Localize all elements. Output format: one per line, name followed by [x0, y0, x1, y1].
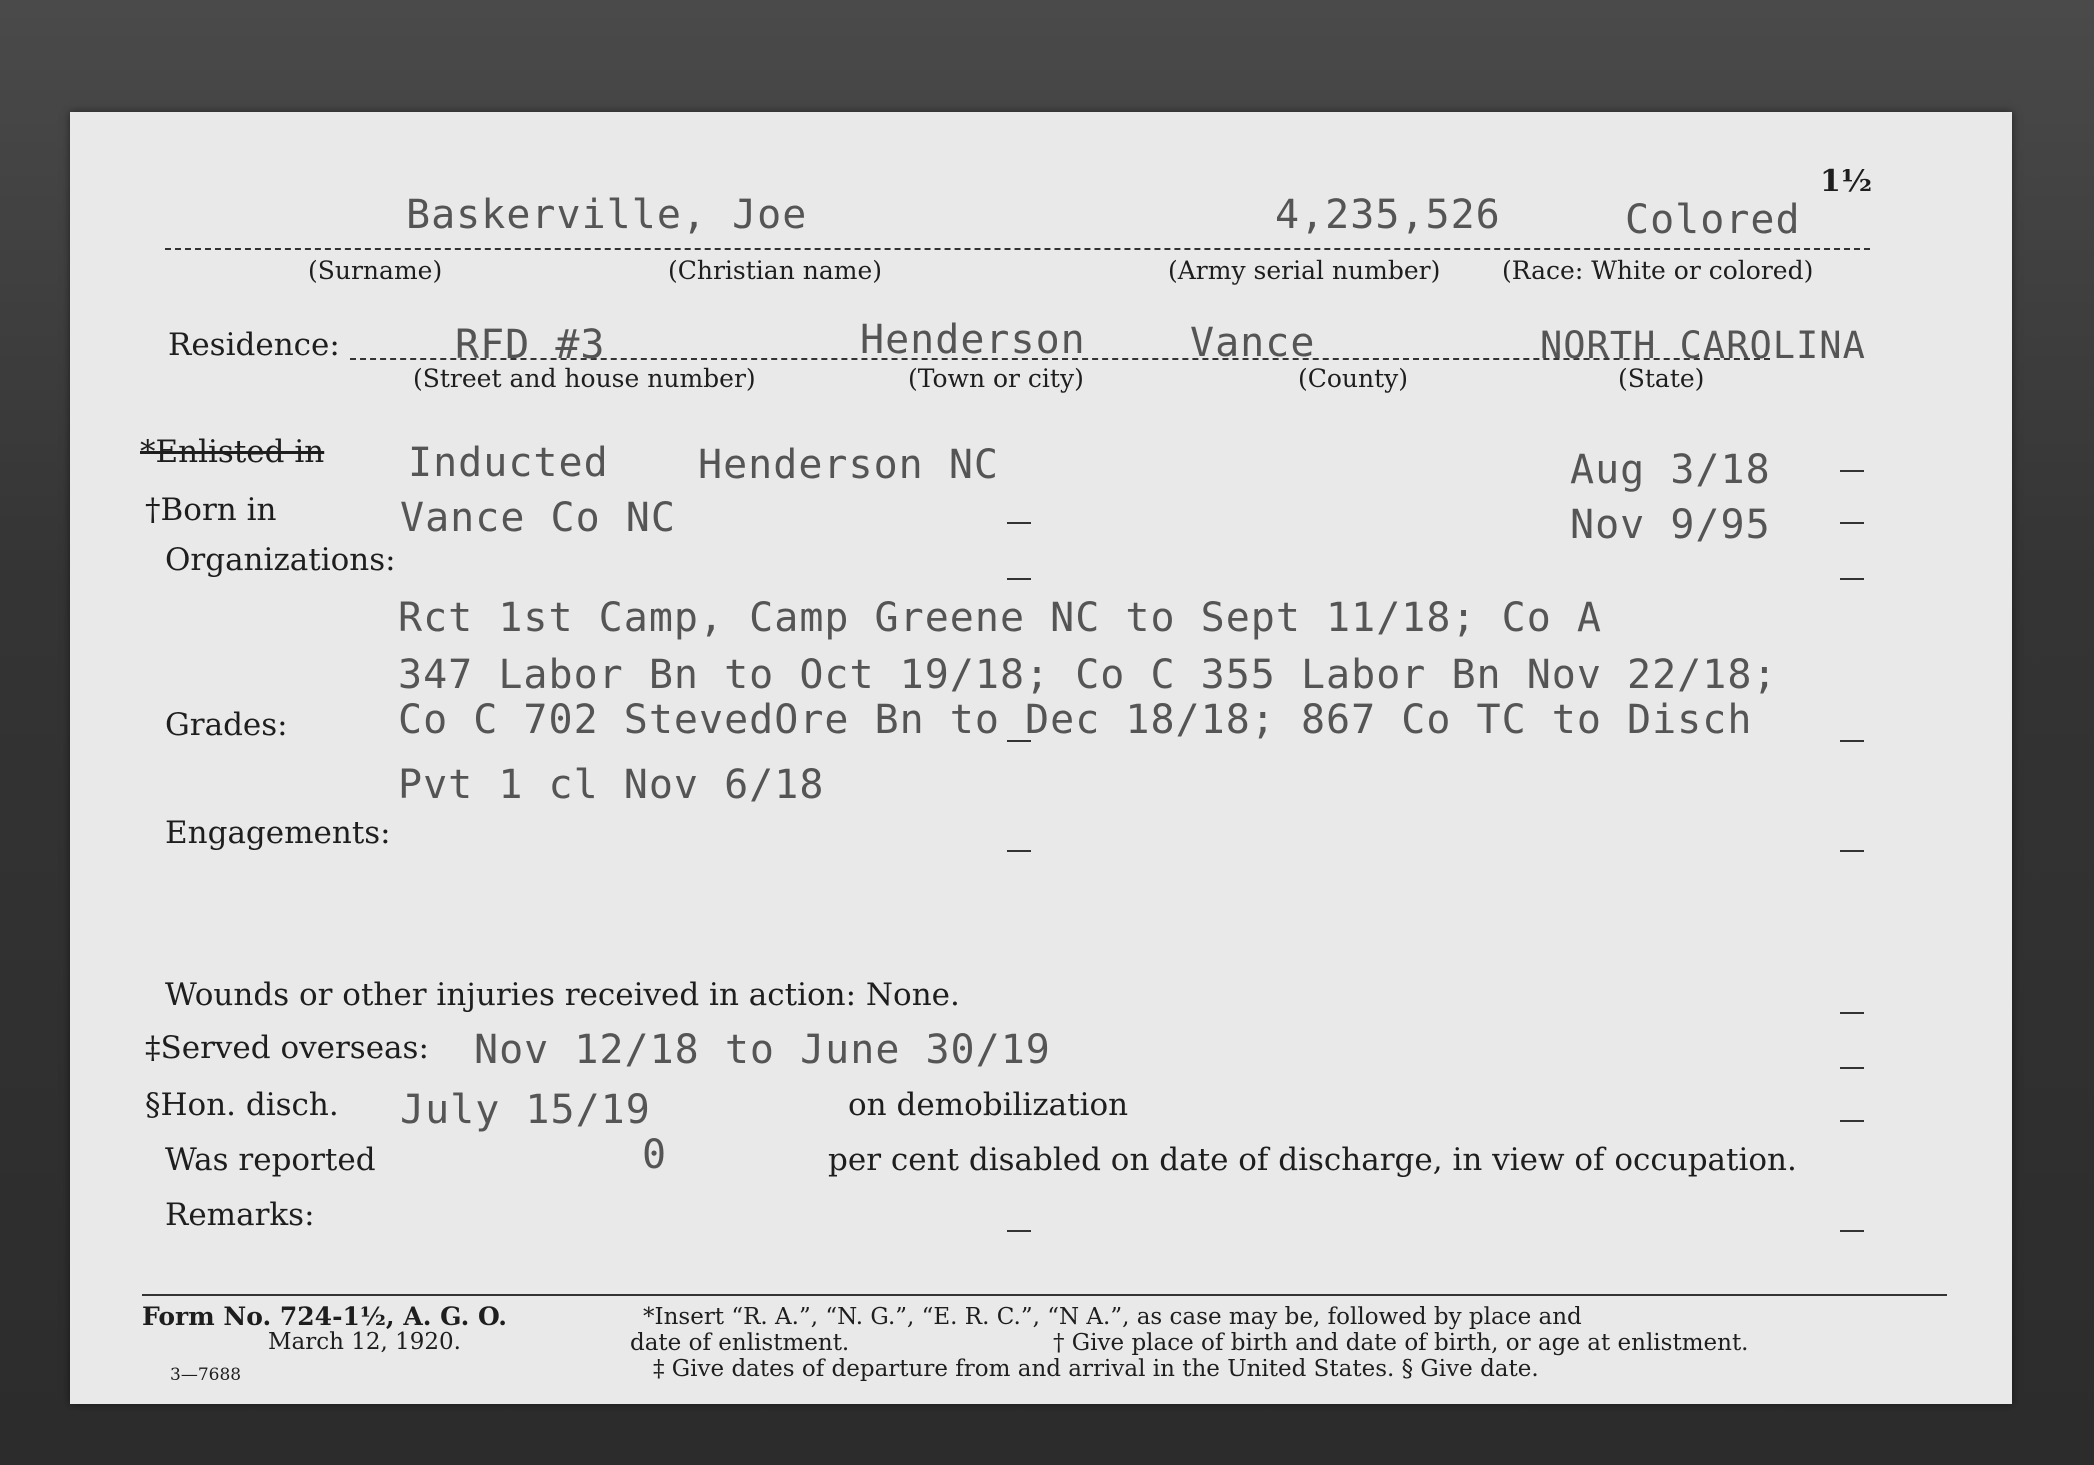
organizations-label: Organizations:: [165, 542, 396, 578]
form-number: Form No. 724-1½, A. G. O.: [142, 1302, 508, 1331]
dash-mark: [1007, 850, 1031, 852]
dash-mark: [1007, 578, 1031, 580]
street-value: RFD #3: [455, 322, 606, 368]
reported-text: per cent disabled on date of discharge, in view of occupation.: [828, 1142, 1797, 1178]
reported-value: 0: [642, 1132, 668, 1178]
dash-mark: [1007, 1230, 1031, 1232]
footer-rule: [142, 1294, 1947, 1296]
race-value: Colored: [1625, 197, 1801, 243]
organizations-line-2: 347 Labor Bn to Oct 19/18; Co C 355 Labor Bn Nov 22/18;: [398, 652, 1778, 698]
state-value: NORTH CAROLINA: [1540, 324, 1866, 367]
county-value: Vance: [1190, 320, 1316, 366]
enlisted-label: *Enlisted in: [140, 434, 325, 470]
header-rule: [165, 248, 1870, 250]
dash-mark: [1007, 522, 1031, 524]
dash-mark: [1840, 470, 1864, 472]
discharge-note: on demobilization: [848, 1087, 1129, 1123]
caption-race: (Race: White or colored): [1502, 256, 1814, 285]
dash-mark: [1840, 1120, 1864, 1122]
footnote-overseas: ‡ Give dates of departure from and arrival in the United States. § Give date.: [653, 1356, 1539, 1382]
form-date: March 12, 1920.: [268, 1329, 461, 1355]
reported-label: Was reported: [165, 1142, 376, 1178]
town-value: Henderson: [860, 317, 1086, 363]
organizations-line-3: Co C 702 StevedOre Bn to Dec 18/18; 867 Co TC to Disch: [398, 697, 1753, 743]
footnote-enlistment: date of enlistment.: [630, 1330, 850, 1356]
dash-mark: [1840, 1012, 1864, 1014]
caption-street: (Street and house number): [413, 364, 756, 393]
dash-mark: [1007, 740, 1031, 742]
enlisted-value: Inducted: [408, 440, 609, 486]
caption-christian: (Christian name): [668, 256, 883, 285]
dash-mark: [1840, 522, 1864, 524]
overseas-value: Nov 12/18 to June 30/19: [474, 1027, 1051, 1073]
grades-label: Grades:: [165, 707, 288, 743]
discharge-value: July 15/19: [400, 1087, 651, 1133]
footnote-insert: *Insert “R. A.”, “N. G.”, “E. R. C.”, “N A.”, as case may be, followed by place and: [643, 1304, 1582, 1330]
organizations-line-1: Rct 1st Camp, Camp Greene NC to Sept 11/18; Co A: [398, 595, 1602, 641]
residence-label: Residence:: [168, 327, 340, 363]
caption-town: (Town or city): [908, 364, 1084, 393]
caption-serial: (Army serial number): [1168, 256, 1441, 285]
dash-mark: [1840, 1230, 1864, 1232]
footnote-birth: † Give place of birth and date of birth, or age at enlistment.: [1053, 1330, 1749, 1356]
wounds-label: Wounds or other injuries received in action: None.: [165, 977, 960, 1013]
grades-value: Pvt 1 cl Nov 6/18: [398, 762, 825, 808]
born-label: †Born in: [145, 492, 277, 528]
serial-number-value: 4,235,526: [1275, 192, 1501, 238]
dash-mark: [1840, 1067, 1864, 1069]
discharge-label: §Hon. disch.: [145, 1087, 339, 1123]
dash-mark: [1840, 740, 1864, 742]
caption-surname: (Surname): [308, 256, 443, 285]
caption-county: (County): [1298, 364, 1409, 393]
enlisted-place: Henderson NC: [698, 442, 999, 488]
overseas-label: ‡Served overseas:: [145, 1030, 429, 1066]
form-code: 3—7688: [170, 1365, 242, 1385]
surname-christian-value: Baskerville, Joe: [406, 192, 808, 238]
enlisted-date: Aug 3/18: [1570, 447, 1771, 493]
dash-mark: [1840, 578, 1864, 580]
remarks-label: Remarks:: [165, 1197, 315, 1233]
card-number: 1½: [1820, 164, 1873, 199]
born-date: Nov 9/95: [1570, 502, 1771, 548]
draft-record-card: [70, 112, 2012, 1404]
dash-mark: [1840, 850, 1864, 852]
caption-state: (State): [1618, 364, 1705, 393]
engagements-label: Engagements:: [165, 815, 391, 851]
born-value: Vance Co NC: [400, 495, 676, 541]
